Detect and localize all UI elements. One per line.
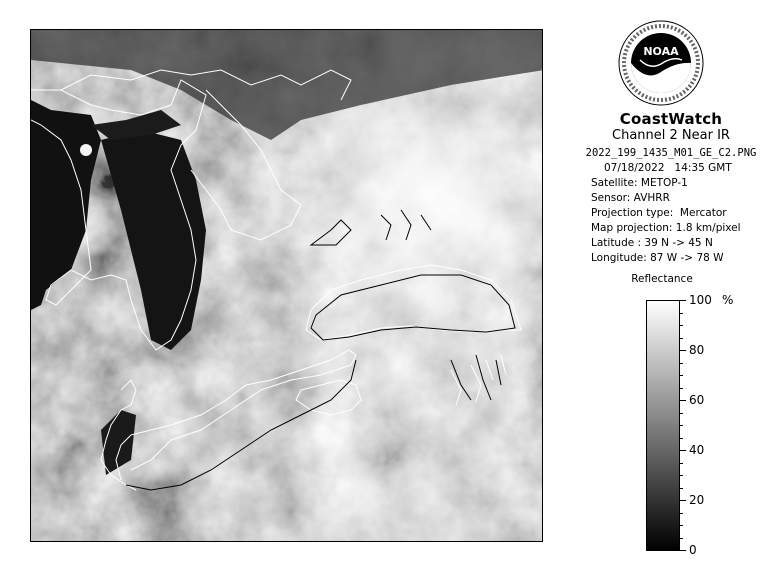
colorbar-minor-tick (680, 313, 683, 314)
colorbar-tick-label: 0 (689, 543, 697, 557)
acquisition-datetime: 07/18/2022 14:35 GMT (604, 162, 732, 174)
colorbar-tick-label: 100 (689, 293, 712, 307)
colorbar-unit: % (722, 293, 734, 307)
colorbar-tick-label: 40 (689, 443, 705, 457)
colorbar-tick-mark (680, 500, 686, 501)
colorbar-minor-tick (680, 325, 683, 326)
colorbar-minor-tick (680, 463, 683, 464)
colorbar-minor-tick (680, 363, 683, 364)
colorbar-tick-mark (680, 300, 686, 301)
colorbar-tick-label: 20 (689, 493, 705, 507)
channel-subtitle: Channel 2 Near IR (612, 128, 730, 143)
colorbar-minor-tick (680, 413, 683, 414)
colorbar-minor-tick (680, 538, 683, 539)
longitude-label: Longitude: 87 W -> 78 W (591, 252, 724, 264)
colorbar-tick-mark (680, 400, 686, 401)
colorbar-minor-tick (680, 438, 683, 439)
colorbar-minor-tick (680, 525, 683, 526)
colorbar-tick-label: 80 (689, 343, 705, 357)
projection-type-label: Projection type: Mercator (591, 207, 727, 219)
satellite-label: Satellite: METOP-1 (591, 177, 688, 189)
colorbar-minor-tick (680, 375, 683, 376)
colorbar-minor-tick (680, 338, 683, 339)
image-filename: 2022_199_1435_M01_GE_C2.PNG (585, 147, 757, 159)
colorbar-minor-tick (680, 475, 683, 476)
colorbar-minor-tick (680, 488, 683, 489)
reflectance-colorbar (646, 300, 680, 551)
app-title: CoastWatch (619, 110, 723, 128)
colorbar-minor-tick (680, 425, 683, 426)
svg-text:NOAA: NOAA (643, 45, 679, 58)
colorbar-minor-tick (680, 513, 683, 514)
colorbar-tick-mark (680, 350, 686, 351)
satellite-image (30, 29, 543, 542)
noaa-logo (618, 20, 704, 106)
sensor-label: Sensor: AVHRR (591, 192, 670, 204)
map-projection-label: Map projection: 1.8 km/pixel (591, 222, 741, 234)
colorbar-tick-mark (680, 550, 686, 551)
colorbar-tick-label: 60 (689, 393, 705, 407)
colorbar-tick-mark (680, 450, 686, 451)
colorbar-title: Reflectance (631, 273, 693, 285)
latitude-label: Latitude : 39 N -> 45 N (591, 237, 713, 249)
colorbar-minor-tick (680, 388, 683, 389)
